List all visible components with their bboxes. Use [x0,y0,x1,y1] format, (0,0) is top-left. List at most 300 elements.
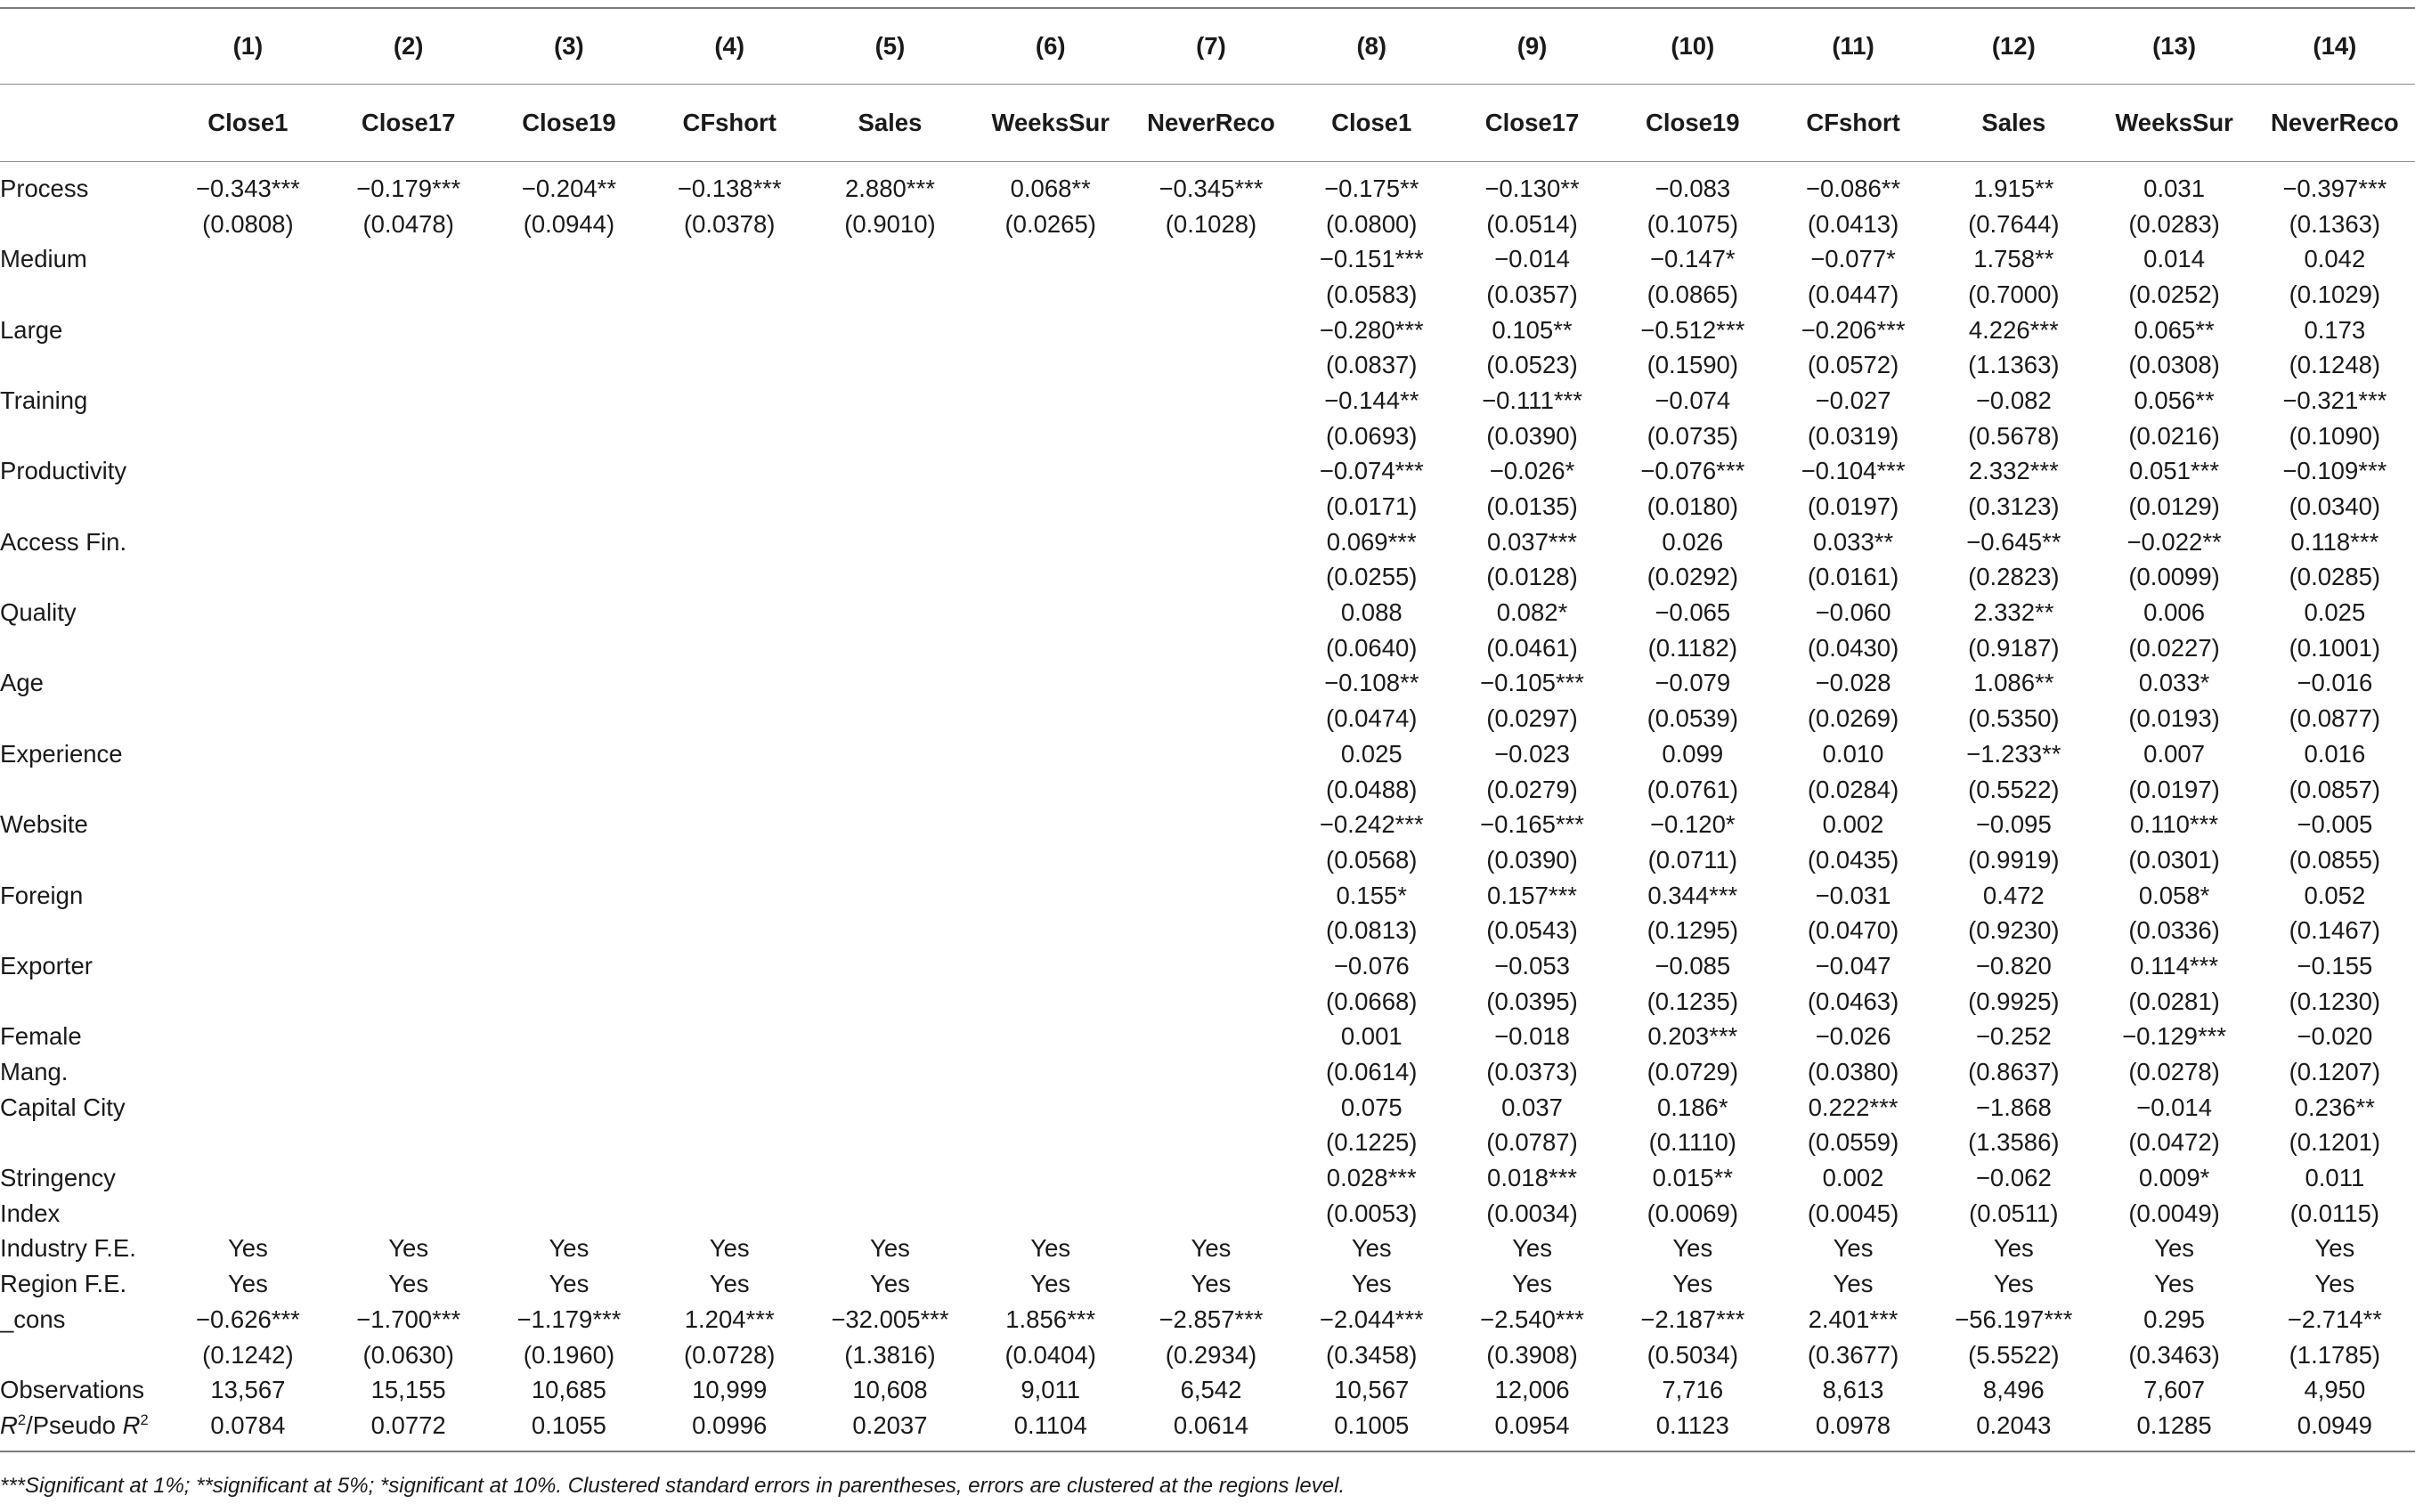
table-cell: (0.0255) [1326,563,1418,591]
table-cell [809,313,970,348]
table-cell: (0.0514) [1486,209,1578,238]
table-cell [809,772,970,808]
table-cell [489,842,649,878]
table-cell [329,807,489,842]
table-cell: 7,607 [2143,1376,2205,1404]
table-cell: −0.321*** [2282,386,2387,414]
table-cell [1131,313,1291,348]
table-cell: −0.179*** [329,162,489,207]
table-cell [649,878,809,914]
table-cell [1131,1196,1291,1232]
table-cell: −0.022** [2126,527,2222,556]
table-cell: (0.0292) [1647,563,1738,591]
row-label: Index [0,1199,61,1227]
table-cell [329,595,489,630]
row-label: Industry F.E. [0,1234,136,1263]
table-cell: (0.0135) [1486,492,1578,521]
table-cell: −2.857*** [1159,1305,1264,1333]
table-cell [329,347,489,383]
table-cell: 1.204*** [684,1305,775,1333]
table-cell: (0.0711) [1647,845,1737,874]
table-cell: 10,567 [1334,1376,1410,1404]
table-cell: (0.9925) [1968,987,2060,1015]
table-cell: 0.037 [1501,1093,1563,1121]
table-cell [971,666,1131,702]
column-number-header: (1) [232,32,264,60]
table-cell: (1.3586) [1968,1128,2060,1157]
table-cell: (0.0252) [2128,280,2220,308]
table-cell: −0.065 [1655,598,1731,627]
table-cell [971,807,1131,842]
row-label [0,207,167,242]
table-cell: −0.206*** [1801,315,1906,344]
table-cell [167,807,328,842]
table-cell: (0.5350) [1968,704,2060,733]
table-cell: 4,950 [2304,1376,2366,1404]
table-cell: 0.075 [1340,1093,1403,1121]
column-number-header: (14) [2313,32,2357,60]
table-cell [1131,630,1291,666]
row-label: Capital City [0,1093,126,1121]
table-cell: 9,011 [1020,1376,1081,1404]
table-cell [649,489,809,524]
table-cell: −0.175** [1291,162,1451,207]
table-cell: Yes [227,1234,268,1263]
table-cell [167,347,328,383]
table-row [0,1090,2415,1126]
table-cell [167,419,328,454]
row-label: Access Fin. [0,527,127,556]
table-cell: (0.0728) [683,1340,776,1369]
table-cell [1131,1160,1291,1196]
table-cell: 0.2037 [809,1408,970,1451]
table-cell [167,913,328,948]
table-cell: 0.082* [1496,598,1568,627]
table-cell: Yes [1993,1234,2034,1263]
table-row [0,666,2415,702]
table-cell [971,560,1131,596]
table-cell [649,595,809,630]
table-cell: (0.3677) [1807,1340,1899,1369]
column-number-header: (8) [1356,32,1387,60]
table-cell [489,383,649,419]
table-row [0,1126,2415,1161]
table-cell [971,313,1131,348]
table-cell: 0.014 [2143,245,2205,273]
table-row [0,524,2415,560]
table-cell [489,1196,649,1232]
table-cell: (0.0944) [523,209,615,238]
table-cell: (0.0470) [1807,916,1899,945]
table-cell [167,313,328,348]
table-cell [167,984,328,1020]
table-cell: 0.031 [2094,162,2254,207]
table-cell [167,878,328,914]
table-row [0,419,2415,454]
table-cell [329,1054,489,1090]
table-cell: 0.295 [2143,1305,2205,1333]
table-cell: (0.0053) [1326,1199,1418,1227]
table-cell: (0.0171) [1326,492,1418,521]
row-label: Age [0,669,44,697]
corner-cell [0,85,167,162]
table-cell: (0.0390) [1486,845,1578,874]
table-cell [329,1090,489,1126]
table-cell [649,1160,809,1196]
table-cell: (0.0614) [1326,1058,1418,1086]
table-cell [167,630,328,666]
table-cell [809,1020,970,1055]
table-cell [971,878,1131,914]
table-cell: (0.0461) [1486,633,1578,662]
table-row [0,1196,2415,1232]
row-label: Exporter [0,951,93,980]
table-cell: (0.0543) [1486,916,1578,945]
table-cell: (0.0855) [2289,845,2381,874]
table-cell: (0.0308) [2128,351,2220,379]
table-cell [971,241,1131,277]
table-cell [489,701,649,736]
table-cell [1131,948,1291,984]
table-cell [971,630,1131,666]
table-cell: −0.138*** [649,162,809,207]
table-cell [1131,1126,1291,1161]
table-cell: −0.252 [1975,1022,2052,1051]
table-cell: 1.758** [1973,245,2054,273]
table-cell: (0.1090) [2289,421,2381,450]
table-cell: −0.074*** [1319,457,1424,485]
table-row [0,162,2415,207]
table-cell [167,736,328,772]
table-cell: 0.033* [2138,669,2210,697]
row-label [0,913,167,948]
dependent-variable-header: NeverReco [2271,109,2399,136]
table-cell [1131,347,1291,383]
table-cell [809,277,970,313]
table-cell: −1.179*** [516,1305,622,1333]
row-label: Productivity [0,457,127,485]
table-cell: −0.151*** [1319,245,1424,273]
table-cell: 0.056** [2134,386,2215,414]
dependent-variable-header: Close17 [1484,109,1580,136]
table-cell [971,489,1131,524]
row-label: Mang. [0,1058,69,1086]
row-label: Region F.E. [0,1270,127,1298]
table-cell [489,241,649,277]
table-cell: 0.1005 [1291,1408,1451,1451]
table-row [0,701,2415,736]
dependent-variable-header: CFshort [1806,109,1900,136]
row-label [0,347,167,383]
table-cell: 15,155 [370,1376,446,1404]
table-cell: (0.0472) [2128,1128,2220,1157]
dependent-variable-header: WeeksSur [991,109,1110,136]
table-cell: (0.1075) [1647,209,1738,238]
table-row [0,1372,2415,1408]
table-cell: 1.086** [1973,669,2054,697]
table-cell [329,701,489,736]
table-cell [1131,701,1291,736]
table-cell [649,913,809,948]
table-cell: (0.0813) [1326,916,1418,945]
table-cell [489,1126,649,1161]
table-cell [489,1054,649,1090]
table-cell: (0.7644) [1968,209,2060,238]
table-cell [489,1160,649,1196]
corner-cell [0,8,167,85]
table-row [0,984,2415,1020]
table-cell: −0.023 [1494,739,1570,768]
table-cell [1131,419,1291,454]
table-cell: 0.025 [2304,598,2366,627]
table-cell: −0.512*** [1640,315,1745,344]
table-cell: (0.0193) [2128,704,2220,733]
table-cell: (0.0340) [2289,492,2381,521]
table-cell [329,842,489,878]
table-cell: 0.058* [2138,881,2210,909]
table-cell: (0.0640) [1326,633,1418,662]
table-cell: (0.0297) [1486,704,1578,733]
row-label [0,842,167,878]
table-cell: Yes [870,1270,910,1298]
table-cell: 0.051*** [2129,457,2220,485]
regression-table [0,7,2415,1452]
table-cell [167,1090,328,1126]
table-cell: 0.065** [2134,315,2215,344]
table-cell [489,807,649,842]
table-cell [1131,277,1291,313]
table-cell [489,560,649,596]
table-cell: Yes [2314,1234,2355,1263]
table-cell: Yes [1030,1234,1071,1263]
table-cell: (0.0488) [1326,775,1418,803]
table-cell [809,948,970,984]
table-cell [489,630,649,666]
dependent-variable-header: Sales [858,109,923,136]
dependent-variable-header: Close1 [1331,109,1412,136]
table-cell: (0.0049) [2128,1199,2220,1227]
table-cell [971,595,1131,630]
table-cell [971,842,1131,878]
table-cell: −0.109*** [2282,457,2387,485]
table-cell: 0.002 [1822,810,1884,839]
table-cell [971,1054,1131,1090]
table-cell: −2.187*** [1640,1305,1745,1333]
table-cell [971,419,1131,454]
table-cell [971,1020,1131,1055]
table-cell [971,347,1131,383]
table-cell [809,454,970,490]
table-cell [167,524,328,560]
table-cell [809,630,970,666]
table-cell [971,913,1131,948]
table-cell: (0.0413) [1807,209,1899,238]
table-cell: 6,542 [1180,1376,1242,1404]
table-cell [167,383,328,419]
table-cell: 0.0772 [329,1408,489,1451]
table-cell [1131,1020,1291,1055]
table-cell: (0.0284) [1807,775,1899,803]
table-cell: 0.222*** [1808,1093,1899,1121]
table-cell: −0.108** [1324,669,1419,697]
table-cell [649,807,809,842]
column-number-header: (5) [874,32,906,60]
table-cell [809,736,970,772]
table-cell [809,1196,970,1232]
table-cell [649,736,809,772]
table-cell: 0.2043 [1933,1408,2094,1451]
table-cell: −1.233** [1966,739,2061,768]
table-cell: −0.147* [1649,245,1736,273]
table-cell: −0.005 [2297,810,2373,839]
table-cell: (0.0034) [1486,1199,1578,1227]
table-cell: (0.1110) [1648,1128,1736,1157]
table-cell: (0.0404) [1004,1340,1096,1369]
table-cell: (0.1242) [202,1340,294,1369]
table-cell [971,1090,1131,1126]
table-cell: 0.0949 [2255,1408,2415,1451]
table-cell: −0.086** [1773,162,1933,207]
table-cell [167,772,328,808]
table-cell: (0.1201) [2289,1128,2381,1157]
table-cell [167,842,328,878]
table-cell: (0.0511) [1969,1199,2059,1227]
table-cell: Yes [709,1270,750,1298]
table-cell [329,984,489,1020]
table-cell: Yes [2154,1270,2195,1298]
table-cell: (0.0735) [1647,421,1738,450]
table-body [0,162,2415,1451]
table-cell: −0.165*** [1480,810,1585,839]
table-cell [649,666,809,702]
table-cell [489,313,649,348]
table-cell: (1.1363) [1968,351,2060,379]
table-cell: 2.880*** [809,162,970,207]
table-cell: (0.1590) [1647,351,1738,379]
table-cell: Yes [227,1270,268,1298]
table-row [0,277,2415,313]
column-number-header: (12) [1991,32,2036,60]
table-cell: −0.242*** [1319,810,1424,839]
table-cell: −1.700*** [356,1305,461,1333]
table-cell [649,630,809,666]
table-cell [971,772,1131,808]
table-cell: 0.105** [1492,315,1573,344]
table-cell: −0.204** [489,162,649,207]
table-cell: Yes [1672,1234,1713,1263]
table-cell: (0.0865) [1647,280,1738,308]
table-cell: (0.0447) [1807,280,1899,308]
row-label: Process [0,162,167,207]
table-cell [1131,736,1291,772]
row-label [0,419,167,454]
table-cell: 0.099 [1662,739,1724,768]
row-label [0,630,167,666]
table-cell: (0.1467) [2289,916,2381,945]
table-cell [329,666,489,702]
table-cell [329,241,489,277]
table-cell: (0.1029) [2289,280,2381,308]
table-cell [1131,1054,1291,1090]
table-cell [167,1126,328,1161]
table-cell [1131,241,1291,277]
table-cell [809,383,970,419]
table-cell: (0.5034) [1647,1340,1738,1369]
table-cell: 0.018*** [1487,1164,1577,1192]
table-cell: (0.0265) [1004,209,1096,238]
row-label: $R^2$/Pseudo $R^2$ [0,1408,167,1451]
table-cell [809,595,970,630]
table-cell [489,666,649,702]
table-cell [809,984,970,1020]
table-cell [1131,595,1291,630]
table-cell: −0.074 [1655,386,1731,414]
table-cell: 0.037*** [1487,527,1577,556]
table-cell: (0.0523) [1486,351,1578,379]
dependent-variable-header: NeverReco [1147,109,1275,136]
table-cell: (0.3458) [1326,1340,1418,1369]
table-cell: 0.052 [2304,881,2366,909]
column-number-header-row [0,8,2415,85]
table-cell: −0.397*** [2255,162,2415,207]
table-cell: −0.016 [2297,669,2373,697]
table-cell: 0.033** [1812,527,1894,556]
table-cell [649,1090,809,1126]
table-cell: 10,685 [531,1376,606,1404]
table-cell: 0.236** [2294,1093,2375,1121]
table-cell: (0.1960) [523,1340,615,1369]
table-cell: −1.868 [1975,1093,2052,1121]
table-cell [329,560,489,596]
table-cell: 7,716 [1662,1376,1724,1404]
table-cell: −0.343*** [167,162,328,207]
table-cell: 0.173 [2304,315,2366,344]
table-cell: (0.0283) [2128,209,2220,238]
table-cell: Yes [1351,1270,1392,1298]
row-label [0,984,167,1020]
table-cell [649,772,809,808]
table-cell: (0.0227) [2128,633,2220,662]
table-cell: (0.0216) [2128,421,2220,450]
table-cell: (0.1295) [1647,916,1738,945]
column-number-header: (13) [2152,32,2197,60]
table-cell: (0.0099) [2128,563,2220,591]
table-cell: 0.006 [2143,598,2205,627]
table-cell [809,1160,970,1196]
row-label: Experience [0,739,123,768]
table-cell [489,913,649,948]
table-cell: (0.0693) [1326,421,1418,450]
table-cell [167,666,328,702]
table-cell [1131,878,1291,914]
table-cell [971,984,1131,1020]
table-cell: 12,006 [1494,1376,1570,1404]
table-cell: (0.0568) [1326,845,1418,874]
table-cell: 0.016 [2304,739,2366,768]
table-cell: 0.0784 [167,1408,328,1451]
table-cell [489,454,649,490]
table-cell: −0.018 [1494,1022,1570,1051]
table-cell: 0.118*** [2290,527,2379,556]
row-label [0,560,167,596]
table-cell: (0.0808) [202,209,294,238]
table-cell [489,524,649,560]
table-row [0,772,2415,808]
row-label: Stringency [0,1164,116,1192]
table-cell: −0.020 [2297,1022,2373,1051]
row-label [0,701,167,736]
table-cell: (0.0281) [2128,987,2220,1015]
